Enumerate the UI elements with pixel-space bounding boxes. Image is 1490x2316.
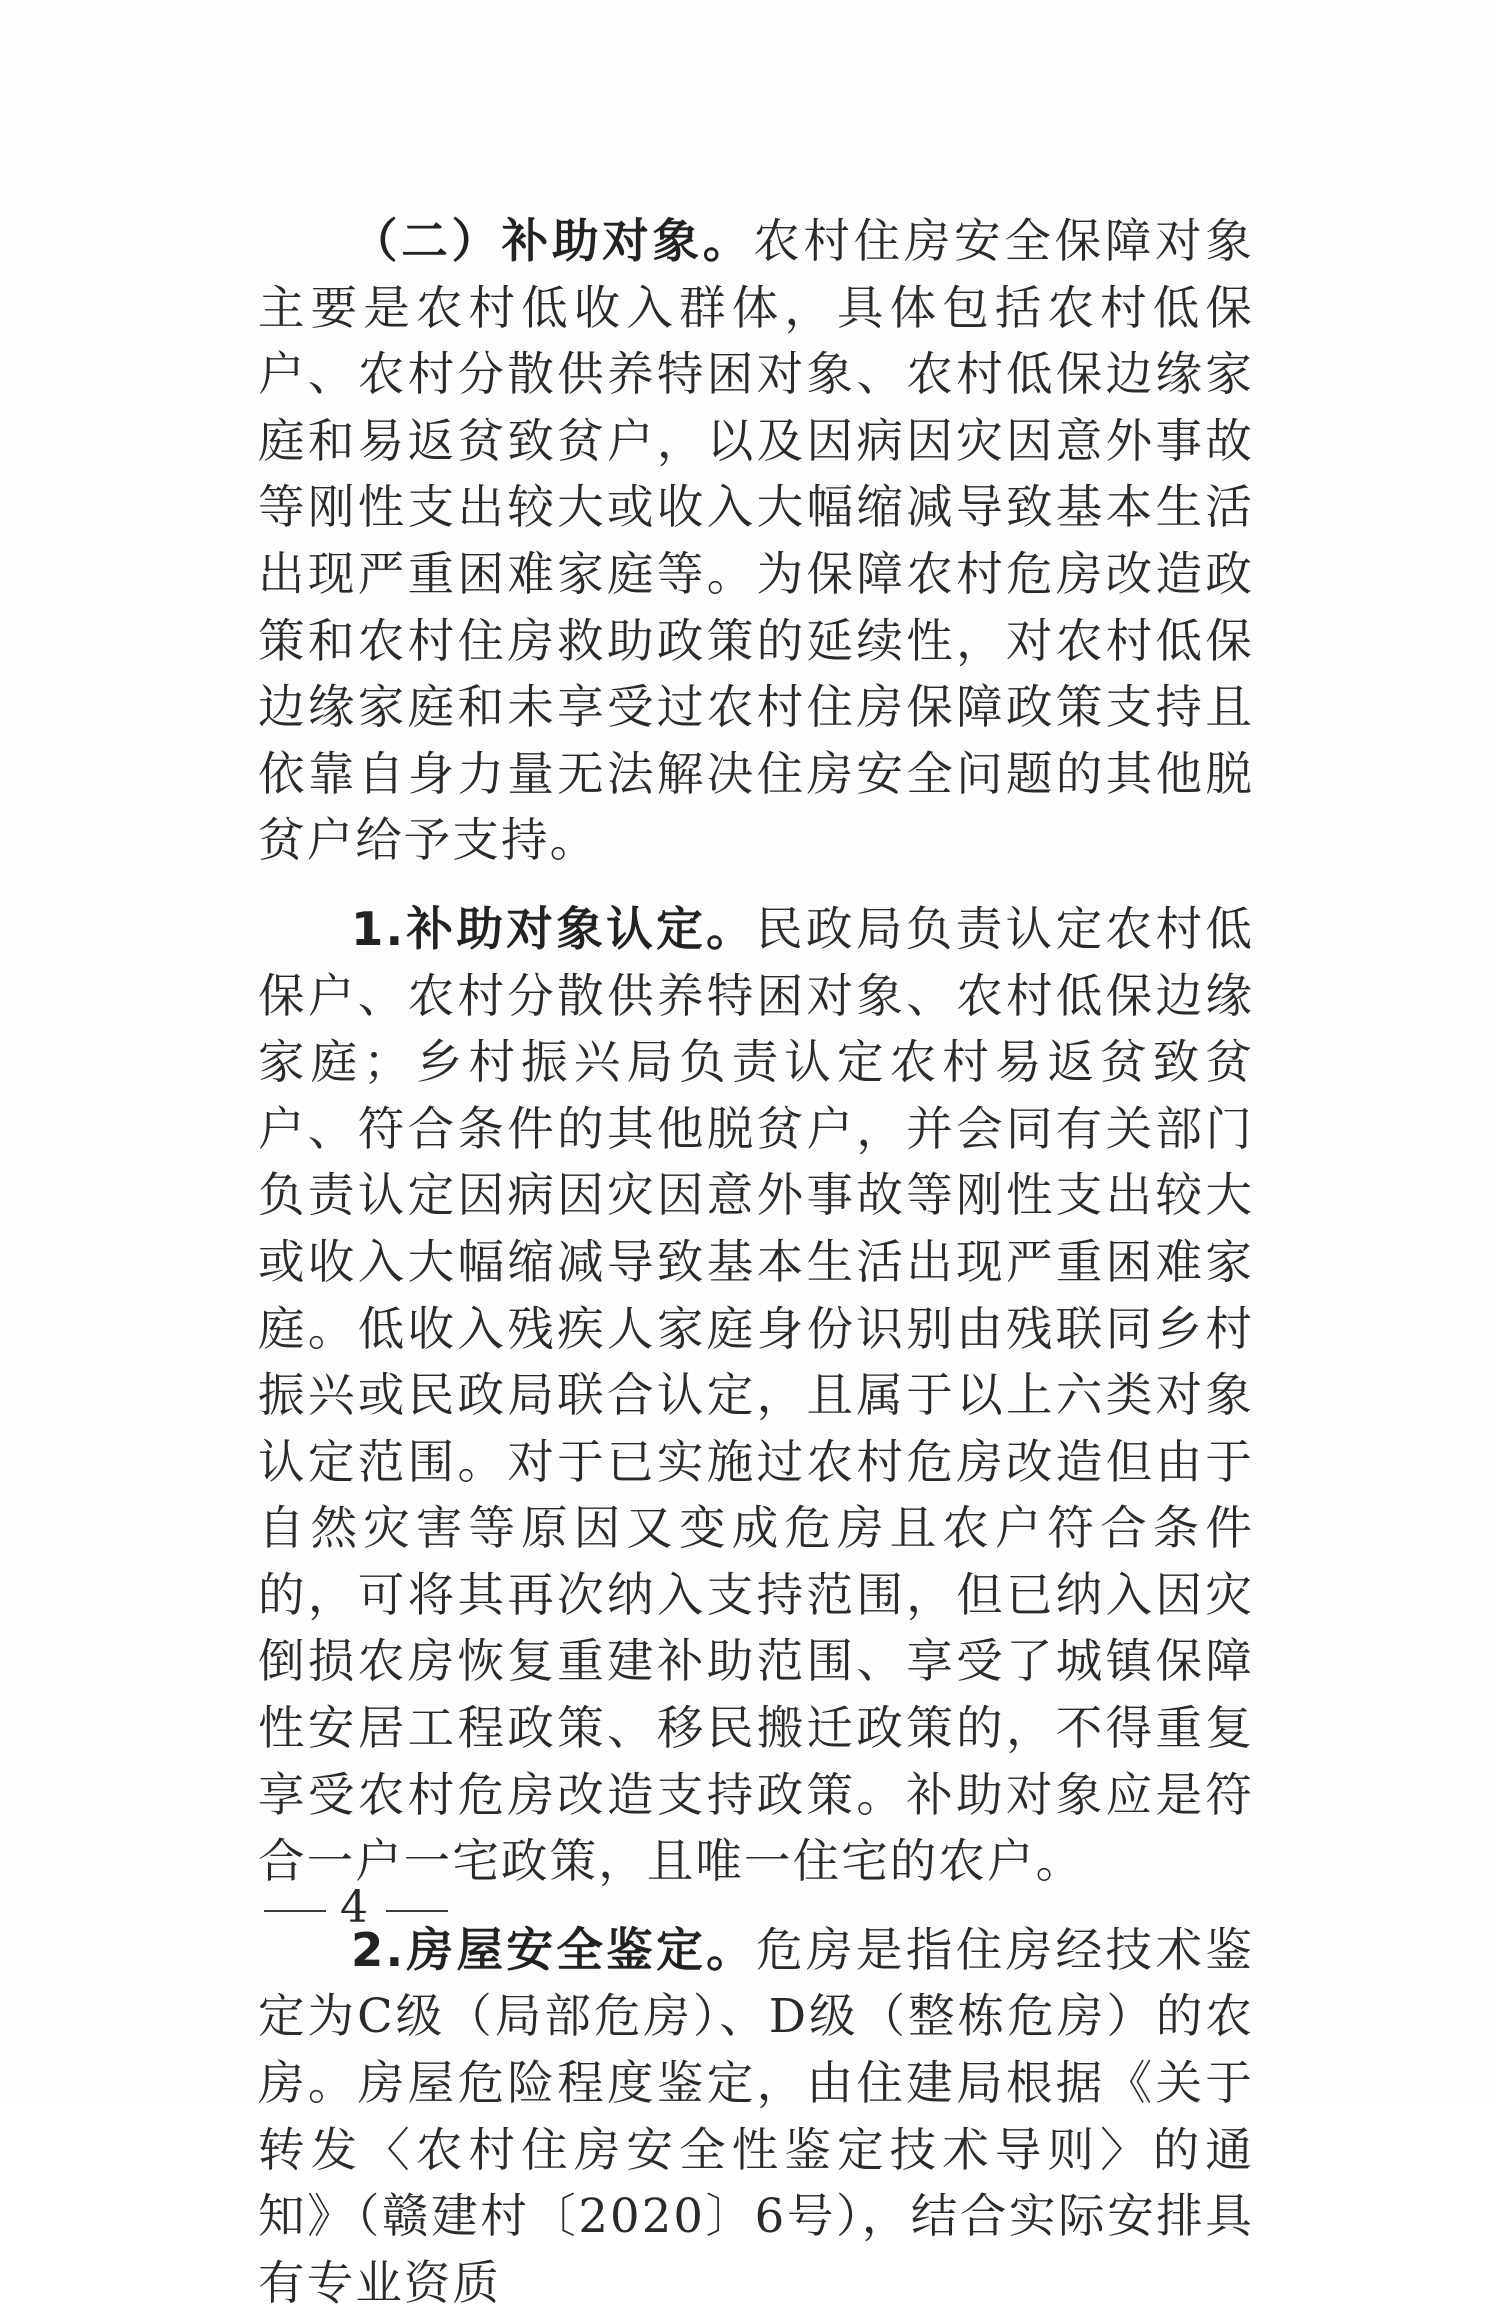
section-heading: （二）补助对象。: [351, 214, 754, 268]
document-body: [258, 208, 1254, 2316]
paragraph-target-identification: [258, 896, 1254, 1895]
footer-dash-right: [386, 1910, 448, 1912]
section-heading: 1.补助对象认定。: [351, 901, 757, 956]
paragraph-text: 危房是指住房经技术鉴定为C级（局部危房）、D级（整栋危房）的农房。房屋危险程度鉴定，由住建局根据《关于转发〈农村住房安全性鉴定技术导则〉的通知》（赣建村〔2020〕6号），结合实际安排具有专业资质: [258, 1922, 1254, 2310]
page-number: 4: [340, 1882, 372, 1933]
section-heading: 2.房屋安全鉴定。: [351, 1922, 757, 1977]
paragraph-text: 农村住房安全保障对象主要是农村低收入群体，具体包括农村低保户、农村分散供养特困对象、农村低保边缘家庭和易返贫致贫户，以及因病因灾因意外事故等刚性支出较大或收入大幅缩减导致基本生活出现严重困难家庭等。为保障农村危房改造政策和农村住房救助政策的延续性，对农村低保边缘家庭和未享受过农村住房保障政策支持且依靠自身力量无法解决住房安全问题的其他脱贫户给予支持。: [258, 214, 1255, 868]
footer-dash-left: [264, 1910, 326, 1912]
paragraph-text: 民政局负责认定农村低保户、农村分散供养特困对象、农村低保边缘家庭；乡村振兴局负责认定农村易返贫致贫户、符合条件的其他脱贫户，并会同有关部门负责认定因病因灾因意外事故等刚性支出较大或收入大幅缩减导致基本生活出现严重困难家庭。低收入残疾人家庭身份识别由残联同乡村振兴或民政局联合认定，且属于以上六类对象认定范围。对于已实施过农村危房改造但由于自然灾害等原因又变成危房且农户符合条件的，可将其再次纳入支持范围，但已纳入因灾倒损农房恢复重建补助范围、享受了城镇保障性安居工程政策、移民搬迁政策的，不得重复享受农村危房改造支持政策。补助对象应是符合一户一宅政策，且唯一住宅的农户。: [258, 901, 1254, 1889]
paragraph-housing-safety-appraisal: [258, 1917, 1254, 2316]
page-footer: [250, 1882, 462, 1933]
paragraph-subsidy-targets: [258, 208, 1254, 874]
